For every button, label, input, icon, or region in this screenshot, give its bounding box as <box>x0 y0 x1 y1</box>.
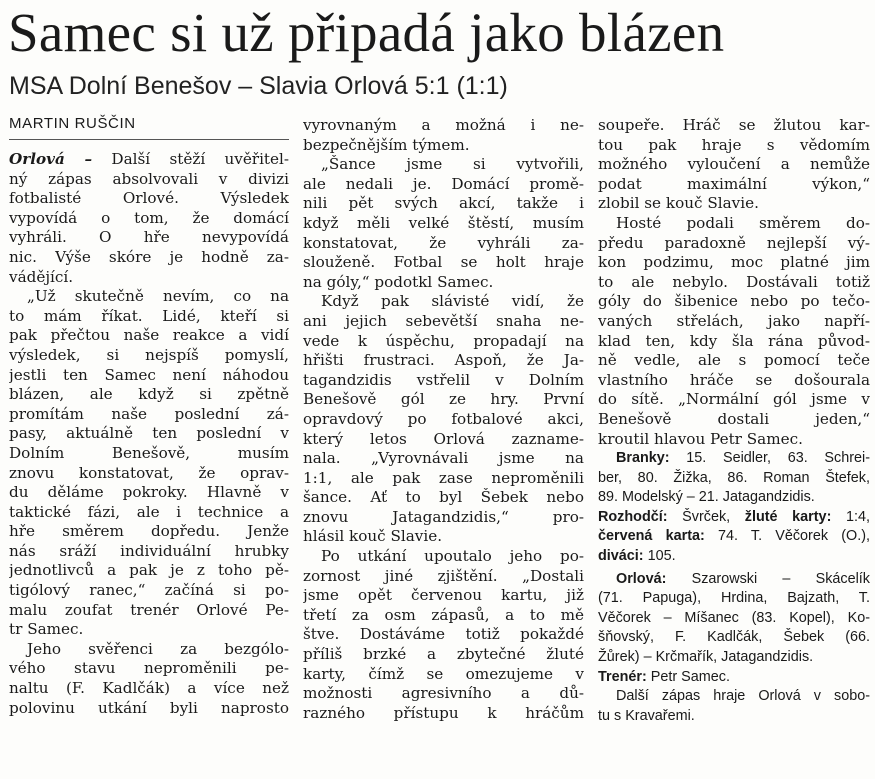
match-result: MSA Dolní Benešov – Slavia Orlová 5:1 (1:1) <box>9 72 508 100</box>
line-text: konstatovat, že vyhráli za- <box>303 233 584 252</box>
line-text: hlásil kouč Slavie. <box>303 527 443 546</box>
text-line <box>9 601 289 621</box>
text-line <box>303 430 584 450</box>
text-line <box>9 561 289 581</box>
line-text: 1:1, ale pak zase neproměnili <box>303 468 584 487</box>
headline: Samec si už připadá jako blázen <box>8 2 725 63</box>
line-text: možnosti agresivního a dů- <box>303 684 584 703</box>
line-text: to mám říkat. Lidé, kteří si <box>9 306 289 325</box>
text-line <box>9 248 289 268</box>
line-text: Jeho svěřenci za bezgólo- <box>27 639 289 658</box>
line-text: Hosté podali směrem do- <box>616 213 870 232</box>
text-line <box>9 326 289 346</box>
text-line <box>303 214 584 234</box>
line-text: předu paradoxně nejlepší vý- <box>598 233 870 252</box>
line-text: tagandzidis vstřelil v Dolním <box>303 370 584 389</box>
text-line <box>303 606 584 626</box>
text-line <box>598 390 870 410</box>
text-line <box>303 371 584 391</box>
line-text: vypovídá o tom, že domácí <box>9 208 289 227</box>
line-text: vého stavu neproměnili pe- <box>9 659 289 678</box>
byline: MARTIN RUŠČIN <box>9 114 289 140</box>
text-line <box>598 371 870 391</box>
line-text: 105. <box>643 548 676 565</box>
text-line <box>598 253 870 273</box>
text-line <box>598 175 870 195</box>
text-line <box>303 488 584 508</box>
text-line <box>9 464 289 484</box>
text-line <box>303 567 584 587</box>
line-text: který letos Orlová zazname- <box>303 429 584 448</box>
text-line <box>9 307 289 327</box>
text-line <box>598 570 870 590</box>
line-text: ani jejich sebevětší snaha ne- <box>303 311 584 330</box>
text-line <box>9 444 289 464</box>
line-text: Věčorek – Míšanec (83. Kopel), Ko- <box>598 609 870 626</box>
text-line <box>9 424 289 444</box>
column-2-text <box>303 116 584 723</box>
text-line <box>303 351 584 371</box>
line-text: tou pak hraje s vědomím <box>598 135 870 154</box>
line-text: nás sráží individuální hrubky <box>9 541 289 560</box>
text-line <box>303 469 584 489</box>
line-text: tigólový ranec,“ začíná si po- <box>9 581 289 600</box>
line-text: „Šance jsme si vytvořili, <box>321 155 584 174</box>
line-text: Benešově gól ze hry. První <box>303 390 584 409</box>
stat-label: Orlová: <box>616 570 667 587</box>
line-text: tr Samec. <box>9 620 84 639</box>
text-line <box>303 704 584 724</box>
text-line <box>303 175 584 195</box>
line-text: Žůrek) – Krčmařík, Jatagandzidis. <box>598 649 814 666</box>
text-line <box>9 620 289 640</box>
line-text: du děláme pokroky. Hlavně v <box>9 483 289 502</box>
text-line <box>598 508 870 528</box>
line-text: Švrček, <box>667 508 745 525</box>
line-text: nic. Výše skóre je hodně za- <box>9 247 289 266</box>
line-text: znovu Jatagandzidis,“ pro- <box>303 507 584 526</box>
line-text: do sítě. „Normální gól jsme v <box>598 390 870 409</box>
text-line <box>598 469 870 489</box>
line-text: na góly,“ podotkl Samec. <box>303 272 494 291</box>
line-text: nili pět svých akcí, takže i <box>303 194 584 213</box>
text-line <box>598 687 870 707</box>
line-text: taktické fázi, ale i technice a <box>9 502 289 521</box>
text-line <box>598 116 870 136</box>
text-line <box>303 234 584 254</box>
line-text: možného vyloučení a nemůže <box>598 155 870 174</box>
line-text: vádějící. <box>9 267 74 286</box>
line-text: vyrovnaným a možná i ne- <box>303 116 584 134</box>
line-text: Když pak slávisté vidí, že <box>321 292 584 311</box>
line-text: 15. Seidler, 63. Schrei- <box>669 450 870 467</box>
text-line <box>598 628 870 648</box>
line-text: vede k úspěchu, propadají na <box>303 331 584 350</box>
text-line <box>598 273 870 293</box>
text-line <box>598 527 870 547</box>
text-line <box>303 645 584 665</box>
text-line <box>598 547 870 567</box>
text-line <box>9 268 289 288</box>
line-text: polovinu utkání byli naprosto <box>9 698 289 717</box>
match-stats <box>598 449 870 726</box>
stat-label: Trenér: <box>598 668 647 685</box>
text-line <box>598 668 870 688</box>
text-line <box>598 609 870 629</box>
text-line <box>303 665 584 685</box>
text-line <box>598 312 870 332</box>
line-text: Petr Samec. <box>646 668 730 685</box>
line-text: pak přečtou naše reakce a vidí <box>9 326 289 345</box>
line-text: nala. „Vyrovnávali jsme na <box>303 449 584 468</box>
line-text: „Už skutečně nevím, co na <box>27 287 289 306</box>
line-text: zlobil se kouč Slavie. <box>598 194 759 213</box>
text-line <box>9 189 289 209</box>
text-line <box>9 542 289 562</box>
text-line <box>598 332 870 352</box>
text-line <box>598 488 870 508</box>
text-line <box>9 346 289 366</box>
text-line <box>598 410 870 430</box>
line-text: 1:4, <box>831 508 870 525</box>
text-line <box>598 292 870 312</box>
text-line <box>303 273 584 293</box>
text-line <box>303 508 584 528</box>
line-text: třetí za osm zápasů, a to mě <box>303 605 584 624</box>
column-3-text <box>598 116 870 449</box>
text-line <box>9 522 289 542</box>
text-line <box>598 214 870 234</box>
text-line <box>303 155 584 175</box>
line-text: šance. Ať to byl Šebek nebo <box>303 488 584 507</box>
stat-label: Branky: <box>616 450 670 467</box>
line-text: góly do šibenice nebo po tečo- <box>598 292 870 311</box>
line-text: malu zoufat trenér Orlové Pe- <box>9 600 289 619</box>
text-line <box>303 332 584 352</box>
text-line <box>9 385 289 405</box>
stat-label: žluté karty: <box>744 508 832 525</box>
line-text: to ale nebylo. Dostávali totiž <box>598 272 870 291</box>
line-text: příliš brzké a zbytečné žluté <box>303 645 584 664</box>
line-text: výsledek, si nejspíš pomyslí, <box>9 345 289 364</box>
text-line <box>9 679 289 699</box>
line-text: ný zápas absolvovali v divizi <box>9 169 289 188</box>
line-text: 89. Modelský – 21. Jatagandzidis. <box>598 489 815 506</box>
text-line <box>9 405 289 425</box>
line-text: 74. T. Věčorek (O.), <box>704 528 870 545</box>
text-line <box>303 449 584 469</box>
text-line <box>9 287 289 307</box>
text-line <box>598 194 870 214</box>
line-text: zornost jiné zjištění. „Dostali <box>303 566 584 585</box>
text-line <box>9 659 289 679</box>
line-text: Po utkání upoutalo jeho po- <box>321 547 584 566</box>
line-text: klad ten, kdy šla rána původ- <box>598 331 870 350</box>
line-text: karty, čímž se omezujeme v <box>303 664 584 683</box>
text-line <box>9 209 289 229</box>
line-text: jestli ten Samec není náhodou <box>9 365 289 384</box>
line-text: pasy, aktuálně ten poslední v <box>9 424 289 443</box>
text-line <box>9 170 289 190</box>
text-line <box>9 581 289 601</box>
line-text: vaných střelách, jako napří- <box>598 311 870 330</box>
article-column-2 <box>303 116 584 779</box>
line-text: razného přístupu k hráčům <box>303 703 584 722</box>
text-line <box>598 234 870 254</box>
text-line <box>598 430 870 450</box>
text-line <box>9 366 289 386</box>
text-line <box>303 116 584 136</box>
line-text: fotbalisté Orlové. Výsledek <box>9 189 289 208</box>
line-text: soupeře. Hráč se žlutou kar- <box>598 116 870 134</box>
text-line <box>598 136 870 156</box>
line-text: hřišti frustraci. Aspoň, že Ja- <box>303 351 584 370</box>
line-text: naltu (F. Kadlčák) a více než <box>9 679 289 698</box>
line-text: promítám naše poslední zá- <box>9 404 289 423</box>
text-line <box>303 684 584 704</box>
line-text: štve. Dostáváme totiž pokaždé <box>303 625 584 644</box>
column-1-text <box>9 150 289 718</box>
line-text: Szarowski – Skácelík <box>666 570 870 587</box>
article-column-1 <box>9 114 289 777</box>
line-text: ně vedle, ale s pomocí teče <box>598 351 870 370</box>
text-line <box>303 136 584 156</box>
text-line <box>303 625 584 645</box>
line-text: (71. Papuga), Hrdina, Bajzath, T. <box>598 590 870 607</box>
text-line <box>598 648 870 668</box>
text-line <box>9 699 289 719</box>
text-line <box>9 483 289 503</box>
line-text: opravdový po fotbalové akci, <box>303 409 584 428</box>
line-text: hře směrem dopředu. Jenže <box>9 522 289 541</box>
text-line <box>303 410 584 430</box>
article-column-3 <box>598 116 870 779</box>
text-line <box>303 586 584 606</box>
stat-label: diváci: <box>598 548 644 565</box>
stat-label: Rozhodčí: <box>598 508 668 525</box>
line-text: blázen, ale když si zpětně <box>9 385 289 404</box>
dateline-place: Orlová – <box>9 150 93 168</box>
text-line <box>9 150 289 170</box>
line-text: vyhráli. O hře nevypovídá <box>9 228 289 247</box>
text-line <box>303 312 584 332</box>
text-line <box>303 253 584 273</box>
line-text: Další stěží uvěřitel- <box>111 150 289 168</box>
text-line <box>598 589 870 609</box>
line-text: ale nedali je. Domácí promě- <box>303 174 584 193</box>
text-line <box>598 351 870 371</box>
line-text: jsme opět červenou kartu, již <box>303 586 584 605</box>
text-line <box>9 640 289 660</box>
text-line <box>9 228 289 248</box>
text-line <box>303 527 584 547</box>
line-text: Další zápas hraje Orlová v sobo- <box>616 688 870 705</box>
line-text: kroutil hlavou Petr Samec. <box>598 429 803 448</box>
text-line <box>303 194 584 214</box>
text-line <box>598 449 870 469</box>
line-text: šňovský, F. Kadlčák, Šebek (66. <box>598 629 870 646</box>
line-text: Benešově dostali jeden,“ <box>598 409 870 428</box>
line-text: bezpečnějším týmem. <box>303 135 470 154</box>
text-line <box>9 503 289 523</box>
line-text: kon podzimu, moc platné jim <box>598 253 870 272</box>
line-text: tu s Kravařemi. <box>598 707 695 724</box>
line-text: znovu konstatovat, že oprav- <box>9 463 289 482</box>
line-text: vlastního hráče se došourala <box>598 370 870 389</box>
line-text: ber, 80. Žižka, 86. Roman Štefek, <box>598 469 870 486</box>
text-line <box>303 292 584 312</box>
stat-label: červená karta: <box>598 528 705 545</box>
text-line <box>598 155 870 175</box>
line-text: podat maximální výkon,“ <box>598 174 870 193</box>
text-line <box>303 390 584 410</box>
text-line <box>598 707 870 727</box>
line-text: jednotlivců a pak je z toho pě- <box>9 561 289 580</box>
text-line <box>303 547 584 567</box>
line-text: slouženě. Fotbal se holt hraje <box>303 253 584 272</box>
line-text: Dolním Benešově, musím <box>9 443 289 462</box>
line-text: když měli velké štěstí, musím <box>303 213 584 232</box>
